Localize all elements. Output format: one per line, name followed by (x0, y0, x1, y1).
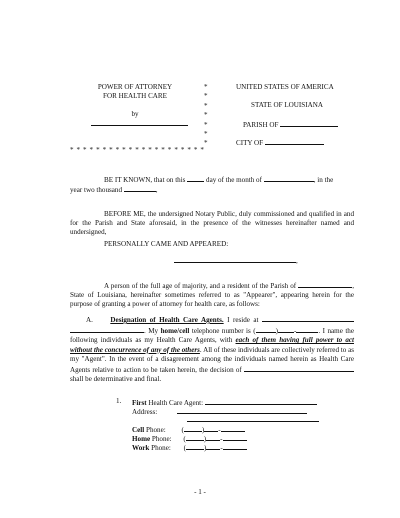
first-label: First (132, 399, 147, 407)
year-text: year two thousand (70, 186, 123, 194)
agent-label: Health Care Agent: (148, 399, 204, 407)
title-line-2: FOR HEALTH CARE (103, 92, 167, 100)
paren-close: ) (201, 426, 205, 434)
city-row (236, 137, 324, 148)
work-label: Work (132, 444, 150, 452)
home-label: Home (132, 435, 151, 443)
person-text-2: , State of Louisiana, hereinafter sometimes referred to as "Appearer", appearing herein for the purpose of granting a power of attorney for health care, as follows: (70, 282, 354, 309)
work-phone-row (132, 442, 247, 453)
residence-field-2[interactable] (70, 325, 144, 333)
year-field[interactable] (124, 184, 156, 192)
year-comma: , (155, 186, 158, 194)
decision-maker-field[interactable] (244, 364, 354, 372)
page-number: - 1 - (194, 488, 206, 496)
day-field[interactable] (187, 174, 204, 182)
work-prefix-field[interactable] (206, 442, 223, 452)
home-prefix-field[interactable] (203, 433, 223, 443)
name-text-3: shall be determinative and final. (70, 375, 162, 384)
by-signature-line[interactable] (91, 118, 188, 126)
star: * (204, 92, 208, 101)
phone-period: . (318, 327, 321, 336)
name-text-1: I name the following individuals as my Health Care Agents, with (70, 327, 354, 345)
month-field[interactable] (264, 174, 314, 182)
be-it-known-text: BE IT KNOWN, that on this (104, 176, 186, 184)
person-text-1: A person of the full age of majority, and a resident of the Parish of (104, 282, 297, 290)
section-a-paragraph (70, 314, 354, 384)
cell-area-field[interactable] (181, 424, 205, 434)
star: * (204, 111, 208, 120)
home-cell-label: home/cell (160, 327, 190, 336)
first-agent-name-field[interactable] (205, 397, 317, 405)
stars-row: * * * * * * * * * * * * * * * * * * * * * (70, 146, 205, 154)
star: * (204, 83, 208, 91)
star: * (204, 101, 208, 110)
dash: - (218, 426, 221, 434)
full-power-clause: each of them having full power to act without the concurrence of any of the others (70, 336, 354, 354)
name-text-2: . All of these individuals are collectively referred to as my "Agent". In the event of a disagreement among the individuals named herein as Health Care Agents relative to action to be taken herein, the decision of (70, 345, 354, 375)
phone-text-1: . My (144, 327, 159, 336)
parish-of-residence-field[interactable] (298, 280, 352, 288)
appearer-comma: , (296, 257, 298, 265)
paren-open: ( (183, 444, 186, 452)
before-me-paragraph: BEFORE ME, the undersigned Notary Public, duly commissioned and qualified in and for the Parish and State aforesaid, in the presence of the witnesses hereinafter named and undersigned, (70, 210, 354, 237)
by-label: by (131, 110, 139, 118)
state-heading: STATE OF LOUISIANA (251, 101, 323, 109)
phone-suffix-field[interactable] (294, 325, 321, 336)
appeared-heading: PERSONALLY CAME AND APPEARED: (104, 240, 229, 248)
dash: - (220, 435, 223, 443)
country-heading: UNITED STATES OF AMERICA (236, 83, 334, 91)
title-line-1: POWER OF ATTORNEY (97, 83, 173, 91)
phone-prefix-field[interactable] (275, 325, 297, 336)
appearer-name-row (174, 255, 298, 266)
person-paragraph (70, 280, 354, 310)
in-the-text: , in the (313, 176, 334, 184)
address-label: Address: (132, 408, 158, 416)
parish-field[interactable] (280, 119, 338, 127)
year-line (70, 184, 158, 195)
city-label: CITY OF (236, 139, 264, 147)
area-code-field[interactable] (256, 325, 278, 336)
section-letter: A. (86, 316, 93, 324)
work-area-field[interactable] (183, 442, 207, 452)
star: * (204, 139, 208, 148)
residence-field[interactable] (262, 314, 354, 322)
agent-number: 1. (116, 397, 122, 405)
paren-close: ) (204, 444, 207, 452)
star: * (204, 129, 208, 138)
phone-label: Phone: (151, 435, 172, 443)
parish-row (243, 119, 338, 130)
address-field[interactable] (177, 406, 307, 414)
month-text: day of the month of (206, 176, 262, 184)
phone-text-2: telephone number is ( (191, 327, 256, 336)
paren-open: ( (183, 435, 186, 443)
star: * (204, 120, 208, 129)
star-column (204, 83, 210, 149)
phone-dash: - (294, 327, 297, 336)
home-suffix-field[interactable] (223, 433, 247, 441)
paren-open: ( (181, 426, 184, 434)
section-title: Designation of Health Care Agents. (110, 316, 224, 324)
phone-label: Phone: (151, 444, 171, 452)
cell-label: Cell (132, 426, 145, 434)
city-field[interactable] (265, 137, 324, 145)
dash: - (220, 444, 223, 452)
home-area-field[interactable] (186, 433, 207, 443)
paren-close: ) (203, 435, 207, 443)
appearer-name-field[interactable] (174, 255, 296, 263)
address-field-2[interactable] (187, 414, 319, 422)
cell-suffix-field[interactable] (221, 424, 245, 432)
paren-close: ) (275, 327, 278, 336)
parish-label: PARISH OF (243, 121, 279, 129)
cell-prefix-field[interactable] (201, 424, 221, 434)
reside-at-text: I reside at (227, 316, 259, 324)
work-suffix-field[interactable] (223, 442, 247, 450)
phone-label: Phone: (146, 426, 166, 434)
